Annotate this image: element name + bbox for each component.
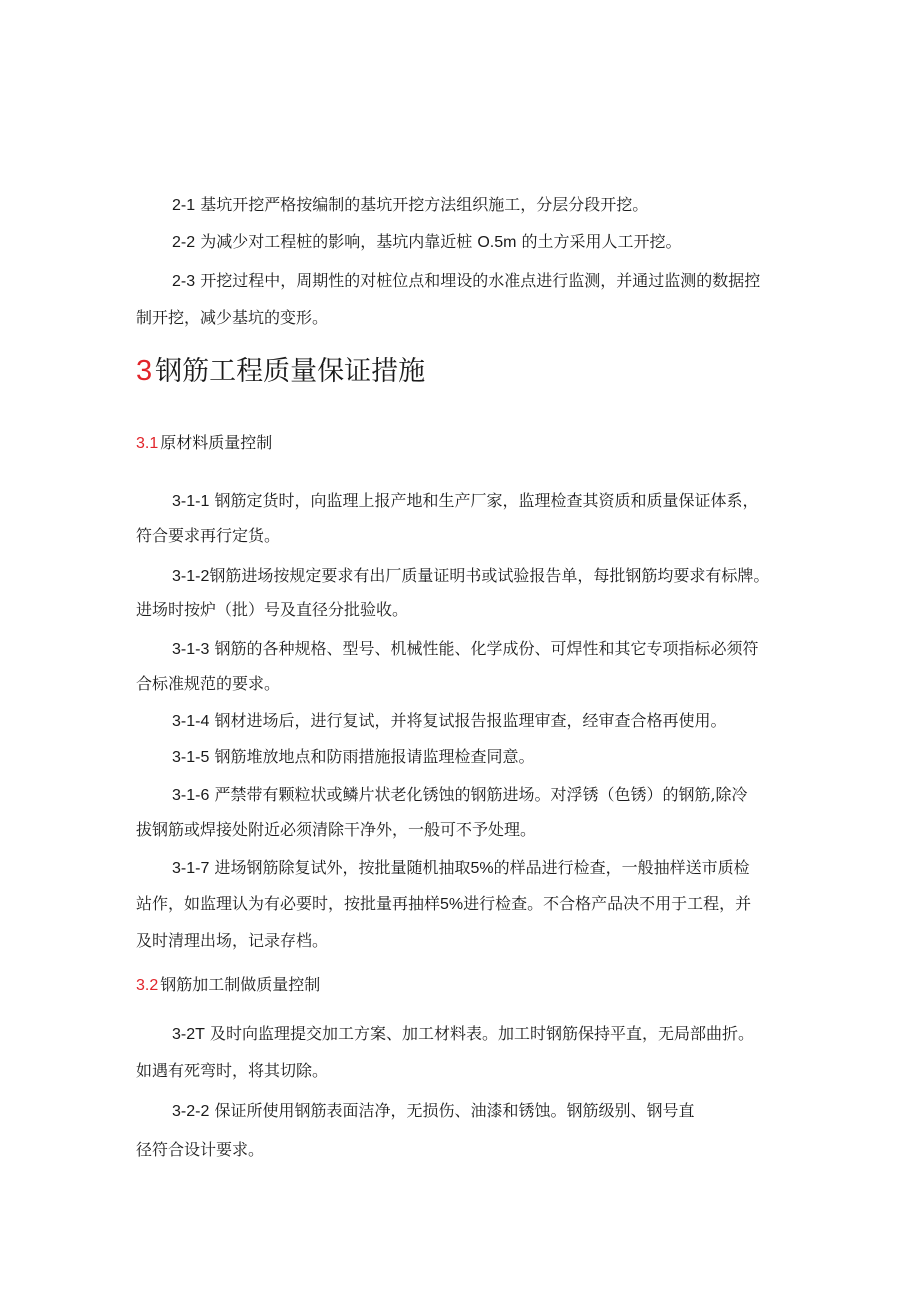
subsection-heading-3-2 [136,974,320,997]
subsection-number: 3.1 [136,435,159,452]
paragraph-3-1-5 [172,746,534,769]
item-text: 制开挖，减少基坑的变形。 [136,308,329,327]
item-number: 2-1 [172,197,196,214]
paragraph-3-2-1 [172,1023,754,1046]
paragraph-3-2-2 [172,1100,694,1123]
item-text: 基坑开挖严格按编制的基坑开挖方法组织施工，分层分段开挖。 [200,195,649,214]
item-number: 2-3 [172,273,196,290]
paragraph-3-1-7-cont [136,893,751,916]
item-text: 钢筋定货时，向监理上报产地和生产厂家，监理检查其资质和质量保证体系， [214,491,759,510]
subsection-number: 3.2 [136,977,159,994]
paragraph-2-2 [172,231,682,254]
item-number: 3-1-5 [172,749,210,766]
paragraph-3-1-4 [172,710,726,733]
paragraph-2-1 [172,194,648,217]
item-text: 合标准规范的要求。 [136,674,281,693]
item-text: 进行检查。不合格产品决不用于工程，并 [463,894,752,913]
item-text: 如遇有死弯时，将其切除。 [136,1061,329,1080]
paragraph-2-3 [172,270,760,293]
item-value: O.5m [477,234,517,251]
item-text: 进场时按炉（批）号及直径分批验收。 [136,600,409,619]
item-number: 3-1-2 [172,568,210,585]
item-number: 3-2T [172,1026,205,1043]
subsection-title: 钢筋加工制做质量控制 [160,975,321,994]
paragraph-3-1-2-cont [136,599,408,621]
item-text: 及时向监理提交加工方案、加工材料表。加工时钢筋保持平直，无局部曲折。 [210,1024,755,1043]
item-text: 的样品进行检查，一般抽样送市质检 [493,858,750,877]
item-text: 站作，如监理认为有必要时，按批量再抽样 [136,894,441,913]
item-value: 5% [470,860,494,877]
item-number: 3-1-3 [172,641,210,658]
section-heading [136,352,425,391]
item-text: 进场钢筋除复试外，按批量随机抽取 [214,858,471,877]
item-text: 钢材进场后，进行复试，并将复试报告报监理审查，经审查合格再使用。 [214,711,727,730]
item-text: 钢筋堆放地点和防雨措施报请监理检查同意。 [214,747,535,766]
paragraph-3-1-1-cont [136,525,280,547]
item-number: 3-1-7 [172,860,210,877]
paragraph-3-1-3 [172,638,758,661]
item-number: 2-2 [172,234,196,251]
subsection-heading-3-1 [136,432,272,455]
paragraph-3-1-1 [172,490,758,513]
item-value: 5% [440,896,464,913]
paragraph-3-1-7 [172,857,750,880]
item-text: 为减少对工程桩的影响，基坑内靠近桩 [200,232,473,251]
item-text: 的土方采用人工开挖。 [521,232,682,251]
paragraph-3-1-2 [172,565,769,588]
paragraph-2-3-cont [136,307,328,329]
paragraph-3-1-7-cont2 [136,930,328,952]
item-number: 3-1-1 [172,493,210,510]
item-text: 严禁带有颗粒状或鳞片状老化锈蚀的钢筋进场。对浮锈（色锈）的钢筋,除冷 [214,785,748,804]
item-text: 径符合设计要求。 [136,1140,265,1159]
item-text: 及时清理出场，记录存档。 [136,931,329,950]
item-text: 钢筋的各种规格、型号、机械性能、化学成份、可焊性和其它专项指标必须符 [214,639,759,658]
paragraph-3-2-2-cont [136,1139,264,1161]
section-number: 3 [136,355,153,387]
paragraph-3-1-6 [172,784,748,807]
paragraph-3-2-1-cont [136,1060,328,1082]
item-number: 3-2-2 [172,1103,210,1120]
paragraph-3-1-3-cont [136,673,280,695]
section-title: 钢筋工程质量保证措施 [155,356,426,387]
item-text: 钢筋进场按规定要求有出厂质量证明书或试验报告单，每批钢筋均要求有标牌。 [209,566,770,585]
paragraph-3-1-6-cont [136,819,536,841]
subsection-title: 原材料质量控制 [160,433,273,452]
item-number: 3-1-4 [172,713,210,730]
item-text: 拔钢筋或焊接处附近必须清除干净外，一般可不予处理。 [136,820,537,839]
item-number: 3-1-6 [172,787,210,804]
item-text: 保证所使用钢筋表面洁净，无损伤、油漆和锈蚀。钢筋级别、钢号直 [214,1101,695,1120]
item-text: 开挖过程中，周期性的对桩位点和埋设的水准点进行监测，并通过监测的数据控 [200,271,761,290]
item-text: 符合要求再行定货。 [136,526,281,545]
